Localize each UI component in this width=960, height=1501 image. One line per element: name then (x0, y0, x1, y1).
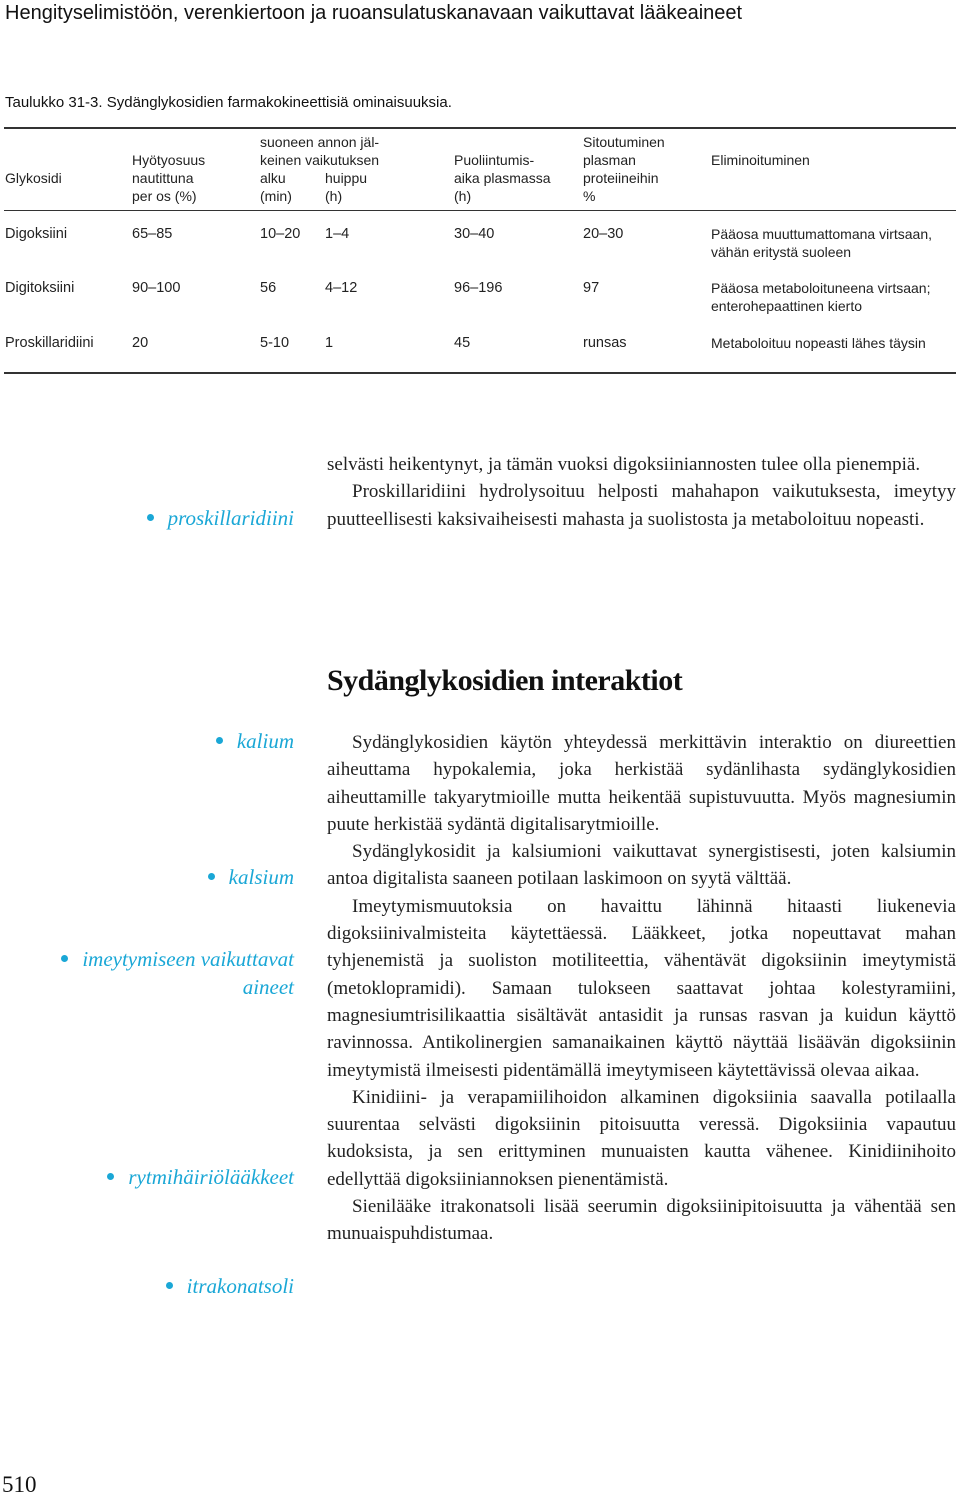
cell-hyotyosuus: 20 (132, 335, 149, 351)
cell-eliminoituminen: Metaboloituu nopeasti lähes täysin (711, 335, 926, 351)
cell-sitoutuminen: 20–30 (583, 226, 624, 242)
cell-alku: 56 (260, 280, 277, 296)
cell-alku: 5-10 (260, 335, 290, 351)
bullet-icon (61, 955, 68, 962)
cell-eliminoituminen: Pääosa metaboloituneena virtsaan; enterohepaattinen kierto (711, 280, 931, 314)
margin-label-proskillaridiini: proskillaridiini (100, 505, 294, 533)
paragraph: selvästi heikentynyt, ja tämän vuoksi digoksiiniannosten tulee olla pienempiä. (327, 454, 921, 475)
cell-hyotyosuus: 65–85 (132, 226, 173, 242)
cell-huippu: 4–12 (325, 280, 358, 296)
bullet-icon (107, 1173, 114, 1180)
margin-label-kalium: kalium (100, 728, 294, 756)
margin-label-itrakonatsoli: itrakonatsoli (100, 1273, 294, 1301)
cell-huippu: 1–4 (325, 226, 350, 242)
cell-alku: 10–20 (260, 226, 301, 242)
paragraph-itrakonatsoli: Sienilääke itrakonatsoli lisää seerumin digoksiinipitoisuutta ja vähentää sen munuaispuhdistumaa. (327, 1196, 956, 1245)
paragraph-rytmihairio: Kinidiini- ja verapamiilihoidon alkaminen digoksiinia saavalla potilaalla suurentaa selvästi digoksiinin pitoisuutta veressä. Digoksiinia vapautuu kudoksista, ja sen erittyminen munuaisten kautta vähenee. Kinidiinihoito edellyttää digoksiiniannoksen pienentämistä. (327, 1086, 956, 1190)
margin-label-imeytymiseen: imeytymiseen vaikuttavat aineet (10, 946, 294, 1001)
cell-eliminoituminen: Pääosa muuttumattomana virtsaan, vähän eritystä suoleen (711, 226, 933, 260)
chapter-title: Hengityselimistöön, verenkiertoon ja ruoansulatuskanavaan vaikuttavat lääkeaineet (5, 2, 743, 24)
cell-puoliintumis: 30–40 (454, 226, 495, 242)
header-sitoutuminen: Sitoutuminen plasman proteiineihin % (583, 134, 665, 204)
bullet-icon (166, 1282, 173, 1289)
cell-puoliintumis: 96–196 (454, 280, 503, 296)
header-puoliintumisaika: Puoliintumis- aika plasmassa (h) (454, 152, 551, 204)
paragraph: Proskillaridiini hydrolysoituu helposti mahahapon vaikutuksesta, imeytyy puutteellisesti kaksivaiheisesti mahasta ja suolistosta ja metaboloituu nopeasti. (327, 481, 956, 530)
paragraph-kalsium: Sydänglykosidit ja kalsiumioni vaikuttavat synergistisesti, joten kalsiumin antoa digitalista saaneen potilaan laskimoon on syytä välttää. (327, 841, 956, 890)
paragraph-kalium: Sydänglykosidien käytön yhteydessä merkittävin interaktio on diureettien aiheuttama hypokalemia, joka herkistää sydänlihasta sydänglykosidien aiheuttamille takyarytmioille mutta heikentää supistuvuutta. Myös magnesiumin puute herkistää sydäntä digitalisarytmioille. (327, 732, 956, 835)
cell-glykosidi: Proskillaridiini (5, 335, 94, 351)
header-alku: alku (min) (260, 170, 292, 204)
table-caption: Taulukko 31-3. Sydänglykosidien farmakokineettisiä ominaisuuksia. (5, 94, 452, 111)
cell-glykosidi: Digoksiini (5, 226, 68, 242)
table-bottom-rule (4, 372, 956, 374)
bullet-icon (216, 737, 223, 744)
cell-sitoutuminen: runsas (583, 335, 627, 351)
header-huippu: huippu (h) (325, 170, 368, 204)
table-top-rule (4, 127, 956, 129)
section-heading: Sydänglykosidien interaktiot (327, 664, 683, 697)
cell-sitoutuminen: 97 (583, 280, 600, 296)
paragraph-imeytyminen: Imeytymismuutoksia on havaittu lähinnä hitaasti liukenevia digoksiinivalmisteita käytettäessä. Lääkkeet, jotka nopeuttavat mahan tyhjenemistä ja suoliston motiliteettia, vähentävät digoksiinin imeytymistä (metoklopramidi). Samaan tulokseen saattavat johtaa kolestyramiini, magnesiumtrisilikaattia sisältävät antasidit ja runsas rasvan ja kuidun käyttö ravinnossa. Antikolinergien samanaikainen käyttö näyttää lisäävän digoksiinin imeytymistä ilmeisesti pidentämällä imeytymiseen käytettävissä olevaa aikaa. (327, 895, 956, 1081)
header-glykosidi: Glykosidi (5, 170, 62, 186)
table-header-rule (4, 210, 956, 211)
cell-hyotyosuus: 90–100 (132, 280, 181, 296)
cell-puoliintumis: 45 (454, 335, 471, 351)
cell-huippu: 1 (325, 335, 334, 351)
header-vaikutus: suoneen annon jäl- keinen vaikutuksen (260, 134, 380, 168)
margin-label-kalsium: kalsium (100, 864, 294, 892)
margin-label-rytmihairiolaakkeet: rytmihäiriölääkkeet (60, 1164, 294, 1192)
page-number: 510 (2, 1472, 37, 1497)
bullet-icon (147, 514, 154, 521)
header-eliminoituminen: Eliminoituminen (711, 152, 810, 168)
cell-glykosidi: Digitoksiini (5, 280, 75, 296)
body-block-2 (327, 729, 956, 1248)
bullet-icon (208, 873, 215, 880)
header-hyotyosuus: Hyötyosuus nautittuna per os (%) (132, 152, 206, 204)
body-block-1 (327, 451, 956, 533)
